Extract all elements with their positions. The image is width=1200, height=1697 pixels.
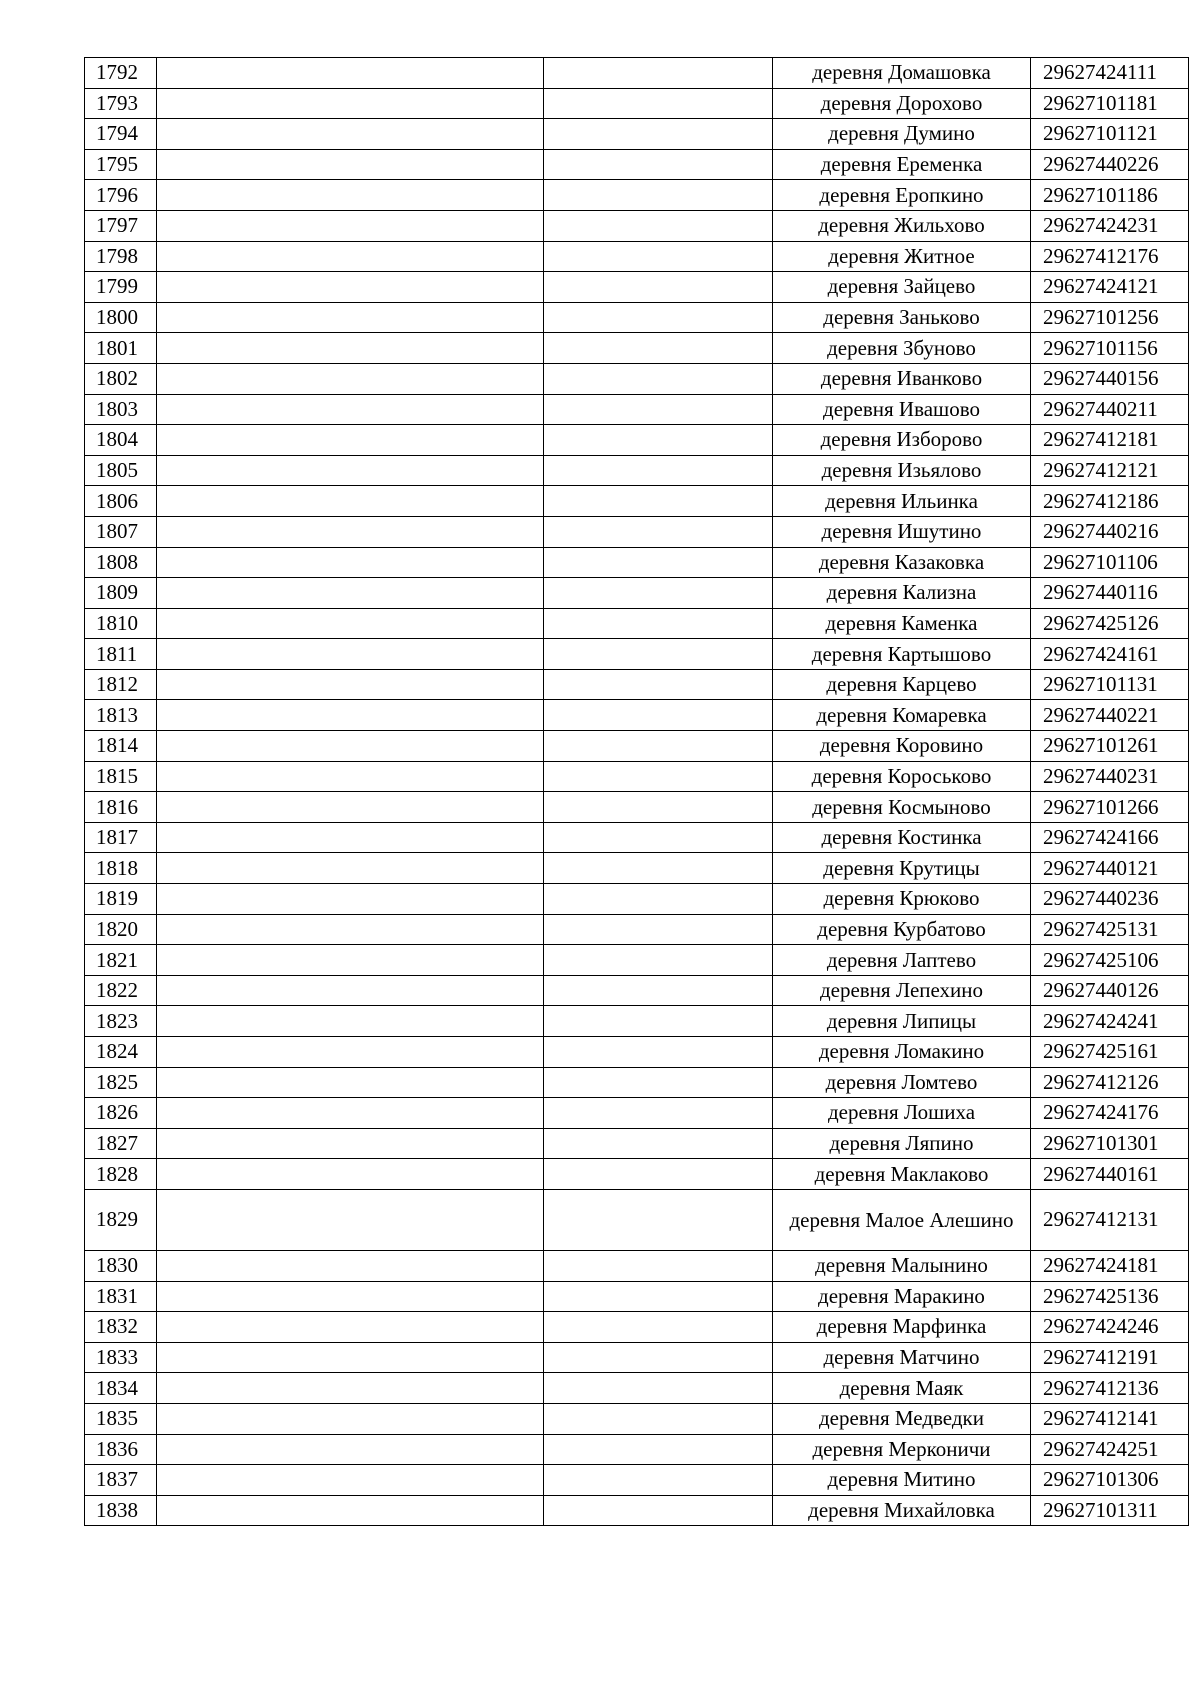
empty-cell <box>157 1128 544 1159</box>
settlement-name-cell: деревня Карцево <box>773 669 1031 700</box>
empty-cell <box>157 1495 544 1526</box>
row-number-cell: 1821 <box>85 945 157 976</box>
empty-cell <box>157 1067 544 1098</box>
empty-cell <box>157 180 544 211</box>
empty-cell <box>544 547 773 578</box>
row-number-cell: 1809 <box>85 578 157 609</box>
empty-cell <box>157 639 544 670</box>
empty-cell <box>544 700 773 731</box>
settlement-name-cell: деревня Думино <box>773 119 1031 150</box>
empty-cell <box>157 1189 544 1250</box>
empty-cell <box>544 853 773 884</box>
oktmo-code-cell: 29627440231 <box>1031 761 1189 792</box>
table-row <box>85 272 1189 303</box>
table-row <box>85 119 1189 150</box>
empty-cell <box>544 516 773 547</box>
row-number-cell: 1819 <box>85 884 157 915</box>
oktmo-code-cell: 29627440156 <box>1031 363 1189 394</box>
settlement-name-cell: деревня Изьялово <box>773 455 1031 486</box>
settlement-name-cell: деревня Лаптево <box>773 945 1031 976</box>
empty-cell <box>544 1037 773 1068</box>
row-number-cell: 1835 <box>85 1403 157 1434</box>
oktmo-code-cell: 29627412176 <box>1031 241 1189 272</box>
table-row <box>85 241 1189 272</box>
row-number-cell: 1802 <box>85 363 157 394</box>
empty-cell <box>157 822 544 853</box>
settlement-name-cell: деревня Маяк <box>773 1373 1031 1404</box>
empty-cell <box>544 1128 773 1159</box>
row-number-cell: 1823 <box>85 1006 157 1037</box>
settlement-name-cell: деревня Матчино <box>773 1342 1031 1373</box>
settlement-name-cell: деревня Малынино <box>773 1250 1031 1281</box>
table-row <box>85 700 1189 731</box>
table-row <box>85 1373 1189 1404</box>
row-number-cell: 1805 <box>85 455 157 486</box>
empty-cell <box>544 1067 773 1098</box>
settlement-name-cell: деревня Еременка <box>773 149 1031 180</box>
settlement-name-cell: деревня Костинка <box>773 822 1031 853</box>
empty-cell <box>157 119 544 150</box>
empty-cell <box>157 761 544 792</box>
table-row <box>85 394 1189 425</box>
settlement-name-cell: деревня Жильхово <box>773 210 1031 241</box>
empty-cell <box>157 700 544 731</box>
oktmo-code-cell: 29627101266 <box>1031 792 1189 823</box>
empty-cell <box>544 1098 773 1129</box>
settlement-name-cell: деревня Ивашово <box>773 394 1031 425</box>
empty-cell <box>157 486 544 517</box>
empty-cell <box>157 945 544 976</box>
settlement-name-cell: деревня Заньково <box>773 302 1031 333</box>
empty-cell <box>544 1006 773 1037</box>
empty-cell <box>157 975 544 1006</box>
settlement-name-cell: деревня Еропкино <box>773 180 1031 211</box>
empty-cell <box>157 425 544 456</box>
table-row <box>85 302 1189 333</box>
settlement-name-cell: деревня Житное <box>773 241 1031 272</box>
oktmo-code-cell: 29627412131 <box>1031 1189 1189 1250</box>
settlement-name-cell: деревня Коровино <box>773 731 1031 762</box>
empty-cell <box>157 363 544 394</box>
oktmo-code-cell: 29627101106 <box>1031 547 1189 578</box>
oktmo-code-cell: 29627440211 <box>1031 394 1189 425</box>
table-row <box>85 333 1189 364</box>
row-number-cell: 1814 <box>85 731 157 762</box>
oktmo-code-cell: 29627424121 <box>1031 272 1189 303</box>
settlement-name-cell: деревня Ильинка <box>773 486 1031 517</box>
oktmo-code-cell: 29627424176 <box>1031 1098 1189 1129</box>
empty-cell <box>544 608 773 639</box>
row-number-cell: 1825 <box>85 1067 157 1098</box>
oktmo-code-cell: 29627440226 <box>1031 149 1189 180</box>
empty-cell <box>157 1312 544 1343</box>
oktmo-code-cell: 29627424111 <box>1031 58 1189 89</box>
empty-cell <box>157 241 544 272</box>
oktmo-code-cell: 29627440216 <box>1031 516 1189 547</box>
row-number-cell: 1812 <box>85 669 157 700</box>
empty-cell <box>544 119 773 150</box>
empty-cell <box>544 578 773 609</box>
oktmo-code-cell: 29627424241 <box>1031 1006 1189 1037</box>
empty-cell <box>544 914 773 945</box>
settlements-table <box>84 57 1189 1526</box>
settlement-name-cell: деревня Мерконичи <box>773 1434 1031 1465</box>
settlement-name-cell: деревня Курбатово <box>773 914 1031 945</box>
empty-cell <box>544 975 773 1006</box>
row-number-cell: 1804 <box>85 425 157 456</box>
table-row <box>85 180 1189 211</box>
settlement-name-cell: деревня Каменка <box>773 608 1031 639</box>
oktmo-code-cell: 29627425136 <box>1031 1281 1189 1312</box>
table-row <box>85 149 1189 180</box>
settlement-name-cell: деревня Ломтево <box>773 1067 1031 1098</box>
empty-cell <box>157 792 544 823</box>
empty-cell <box>157 302 544 333</box>
oktmo-code-cell: 29627425161 <box>1031 1037 1189 1068</box>
row-number-cell: 1836 <box>85 1434 157 1465</box>
settlement-name-cell: деревня Ляпино <box>773 1128 1031 1159</box>
table-row <box>85 1250 1189 1281</box>
table-row <box>85 884 1189 915</box>
empty-cell <box>544 822 773 853</box>
empty-cell <box>157 1342 544 1373</box>
settlement-name-cell: деревня Маракино <box>773 1281 1031 1312</box>
settlement-name-cell: деревня Митино <box>773 1465 1031 1496</box>
settlement-name-cell: деревня Ишутино <box>773 516 1031 547</box>
settlement-name-cell: деревня Кализна <box>773 578 1031 609</box>
row-number-cell: 1833 <box>85 1342 157 1373</box>
row-number-cell: 1824 <box>85 1037 157 1068</box>
empty-cell <box>544 669 773 700</box>
empty-cell <box>157 1465 544 1496</box>
settlement-name-cell: деревня Лошиха <box>773 1098 1031 1129</box>
table-row <box>85 578 1189 609</box>
row-number-cell: 1834 <box>85 1373 157 1404</box>
row-number-cell: 1813 <box>85 700 157 731</box>
row-number-cell: 1817 <box>85 822 157 853</box>
empty-cell <box>544 394 773 425</box>
row-number-cell: 1822 <box>85 975 157 1006</box>
oktmo-code-cell: 29627412181 <box>1031 425 1189 456</box>
row-number-cell: 1800 <box>85 302 157 333</box>
empty-cell <box>544 1312 773 1343</box>
oktmo-code-cell: 29627101186 <box>1031 180 1189 211</box>
oktmo-code-cell: 29627101181 <box>1031 88 1189 119</box>
settlement-name-cell: деревня Малое Алешино <box>773 1189 1031 1250</box>
table-row <box>85 731 1189 762</box>
oktmo-code-cell: 29627440116 <box>1031 578 1189 609</box>
row-number-cell: 1816 <box>85 792 157 823</box>
empty-cell <box>544 1373 773 1404</box>
table-row <box>85 945 1189 976</box>
settlement-name-cell: деревня Лепехино <box>773 975 1031 1006</box>
table-row <box>85 1159 1189 1190</box>
empty-cell <box>157 1434 544 1465</box>
row-number-cell: 1801 <box>85 333 157 364</box>
table-row <box>85 1434 1189 1465</box>
table-row <box>85 363 1189 394</box>
table-row <box>85 1342 1189 1373</box>
empty-cell <box>544 1342 773 1373</box>
empty-cell <box>157 1006 544 1037</box>
empty-cell <box>157 210 544 241</box>
empty-cell <box>157 914 544 945</box>
settlement-name-cell: деревня Липицы <box>773 1006 1031 1037</box>
empty-cell <box>157 1250 544 1281</box>
empty-cell <box>157 608 544 639</box>
empty-cell <box>157 1037 544 1068</box>
empty-cell <box>544 945 773 976</box>
empty-cell <box>544 1189 773 1250</box>
empty-cell <box>544 884 773 915</box>
empty-cell <box>157 884 544 915</box>
table-row <box>85 486 1189 517</box>
row-number-cell: 1830 <box>85 1250 157 1281</box>
empty-cell <box>157 578 544 609</box>
row-number-cell: 1831 <box>85 1281 157 1312</box>
empty-cell <box>544 88 773 119</box>
empty-cell <box>544 731 773 762</box>
settlement-name-cell: деревня Дорохово <box>773 88 1031 119</box>
oktmo-code-cell: 29627412121 <box>1031 455 1189 486</box>
empty-cell <box>157 853 544 884</box>
oktmo-code-cell: 29627424181 <box>1031 1250 1189 1281</box>
empty-cell <box>157 1281 544 1312</box>
oktmo-code-cell: 29627424231 <box>1031 210 1189 241</box>
row-number-cell: 1798 <box>85 241 157 272</box>
oktmo-code-cell: 29627412186 <box>1031 486 1189 517</box>
oktmo-code-cell: 29627440126 <box>1031 975 1189 1006</box>
oktmo-code-cell: 29627101306 <box>1031 1465 1189 1496</box>
settlement-name-cell: деревня Казаковка <box>773 547 1031 578</box>
table-row <box>85 425 1189 456</box>
table-row <box>85 210 1189 241</box>
settlement-name-cell: деревня Ломакино <box>773 1037 1031 1068</box>
oktmo-code-cell: 29627424246 <box>1031 1312 1189 1343</box>
row-number-cell: 1794 <box>85 119 157 150</box>
oktmo-code-cell: 29627101121 <box>1031 119 1189 150</box>
settlement-name-cell: деревня Короськово <box>773 761 1031 792</box>
empty-cell <box>157 455 544 486</box>
table-row <box>85 1281 1189 1312</box>
table-row <box>85 608 1189 639</box>
empty-cell <box>157 333 544 364</box>
table-row <box>85 853 1189 884</box>
settlement-name-cell: деревня Збуново <box>773 333 1031 364</box>
row-number-cell: 1815 <box>85 761 157 792</box>
oktmo-code-cell: 29627101131 <box>1031 669 1189 700</box>
row-number-cell: 1811 <box>85 639 157 670</box>
table-row <box>85 455 1189 486</box>
oktmo-code-cell: 29627412136 <box>1031 1373 1189 1404</box>
settlement-name-cell: деревня Картышово <box>773 639 1031 670</box>
table-row <box>85 1098 1189 1129</box>
row-number-cell: 1818 <box>85 853 157 884</box>
settlement-name-cell: деревня Михайловка <box>773 1495 1031 1526</box>
empty-cell <box>544 272 773 303</box>
table-row <box>85 58 1189 89</box>
row-number-cell: 1808 <box>85 547 157 578</box>
oktmo-code-cell: 29627440236 <box>1031 884 1189 915</box>
empty-cell <box>157 58 544 89</box>
empty-cell <box>544 363 773 394</box>
empty-cell <box>157 731 544 762</box>
empty-cell <box>544 1281 773 1312</box>
oktmo-code-cell: 29627425106 <box>1031 945 1189 976</box>
row-number-cell: 1807 <box>85 516 157 547</box>
row-number-cell: 1799 <box>85 272 157 303</box>
settlement-name-cell: деревня Маклаково <box>773 1159 1031 1190</box>
empty-cell <box>157 516 544 547</box>
oktmo-code-cell: 29627425126 <box>1031 608 1189 639</box>
row-number-cell: 1803 <box>85 394 157 425</box>
row-number-cell: 1797 <box>85 210 157 241</box>
settlement-name-cell: деревня Крюково <box>773 884 1031 915</box>
table-row <box>85 1312 1189 1343</box>
empty-cell <box>544 241 773 272</box>
empty-cell <box>544 1465 773 1496</box>
empty-cell <box>544 58 773 89</box>
table-row <box>85 914 1189 945</box>
empty-cell <box>544 149 773 180</box>
table-row <box>85 1189 1189 1250</box>
oktmo-code-cell: 29627440121 <box>1031 853 1189 884</box>
row-number-cell: 1829 <box>85 1189 157 1250</box>
row-number-cell: 1838 <box>85 1495 157 1526</box>
table-row <box>85 1128 1189 1159</box>
empty-cell <box>157 1403 544 1434</box>
row-number-cell: 1820 <box>85 914 157 945</box>
empty-cell <box>544 486 773 517</box>
table-row <box>85 1403 1189 1434</box>
table-row <box>85 1465 1189 1496</box>
table-row <box>85 1006 1189 1037</box>
document-page <box>84 57 1189 1526</box>
empty-cell <box>157 394 544 425</box>
row-number-cell: 1832 <box>85 1312 157 1343</box>
row-number-cell: 1806 <box>85 486 157 517</box>
oktmo-code-cell: 29627412141 <box>1031 1403 1189 1434</box>
row-number-cell: 1826 <box>85 1098 157 1129</box>
empty-cell <box>157 149 544 180</box>
empty-cell <box>544 1250 773 1281</box>
empty-cell <box>544 302 773 333</box>
table-row <box>85 547 1189 578</box>
oktmo-code-cell: 29627440221 <box>1031 700 1189 731</box>
oktmo-code-cell: 29627101261 <box>1031 731 1189 762</box>
table-row <box>85 639 1189 670</box>
empty-cell <box>544 1434 773 1465</box>
settlement-name-cell: деревня Марфинка <box>773 1312 1031 1343</box>
table-row <box>85 669 1189 700</box>
table-row <box>85 88 1189 119</box>
settlement-name-cell: деревня Комаревка <box>773 700 1031 731</box>
oktmo-code-cell: 29627424251 <box>1031 1434 1189 1465</box>
empty-cell <box>544 333 773 364</box>
empty-cell <box>544 1403 773 1434</box>
oktmo-code-cell: 29627424161 <box>1031 639 1189 670</box>
empty-cell <box>157 1159 544 1190</box>
table-row <box>85 1037 1189 1068</box>
row-number-cell: 1827 <box>85 1128 157 1159</box>
empty-cell <box>157 272 544 303</box>
empty-cell <box>544 180 773 211</box>
table-row <box>85 792 1189 823</box>
empty-cell <box>157 547 544 578</box>
oktmo-code-cell: 29627101156 <box>1031 333 1189 364</box>
table-row <box>85 516 1189 547</box>
oktmo-code-cell: 29627424166 <box>1031 822 1189 853</box>
settlement-name-cell: деревня Медведки <box>773 1403 1031 1434</box>
oktmo-code-cell: 29627101301 <box>1031 1128 1189 1159</box>
empty-cell <box>157 88 544 119</box>
empty-cell <box>544 1159 773 1190</box>
empty-cell <box>544 425 773 456</box>
settlement-name-cell: деревня Крутицы <box>773 853 1031 884</box>
empty-cell <box>157 1098 544 1129</box>
empty-cell <box>544 761 773 792</box>
table-row <box>85 975 1189 1006</box>
row-number-cell: 1796 <box>85 180 157 211</box>
oktmo-code-cell: 29627101256 <box>1031 302 1189 333</box>
row-number-cell: 1795 <box>85 149 157 180</box>
empty-cell <box>544 455 773 486</box>
oktmo-code-cell: 29627440161 <box>1031 1159 1189 1190</box>
empty-cell <box>544 792 773 823</box>
oktmo-code-cell: 29627412191 <box>1031 1342 1189 1373</box>
empty-cell <box>157 669 544 700</box>
table-body <box>85 58 1189 1526</box>
row-number-cell: 1828 <box>85 1159 157 1190</box>
oktmo-code-cell: 29627425131 <box>1031 914 1189 945</box>
settlement-name-cell: деревня Домашовка <box>773 58 1031 89</box>
oktmo-code-cell: 29627101311 <box>1031 1495 1189 1526</box>
empty-cell <box>544 639 773 670</box>
table-row <box>85 1495 1189 1526</box>
table-row <box>85 761 1189 792</box>
empty-cell <box>544 210 773 241</box>
row-number-cell: 1837 <box>85 1465 157 1496</box>
empty-cell <box>157 1373 544 1404</box>
oktmo-code-cell: 29627412126 <box>1031 1067 1189 1098</box>
table-row <box>85 1067 1189 1098</box>
settlement-name-cell: деревня Зайцево <box>773 272 1031 303</box>
settlement-name-cell: деревня Иванково <box>773 363 1031 394</box>
table-row <box>85 822 1189 853</box>
settlement-name-cell: деревня Изборово <box>773 425 1031 456</box>
row-number-cell: 1792 <box>85 58 157 89</box>
settlement-name-cell: деревня Космыново <box>773 792 1031 823</box>
empty-cell <box>544 1495 773 1526</box>
row-number-cell: 1810 <box>85 608 157 639</box>
row-number-cell: 1793 <box>85 88 157 119</box>
